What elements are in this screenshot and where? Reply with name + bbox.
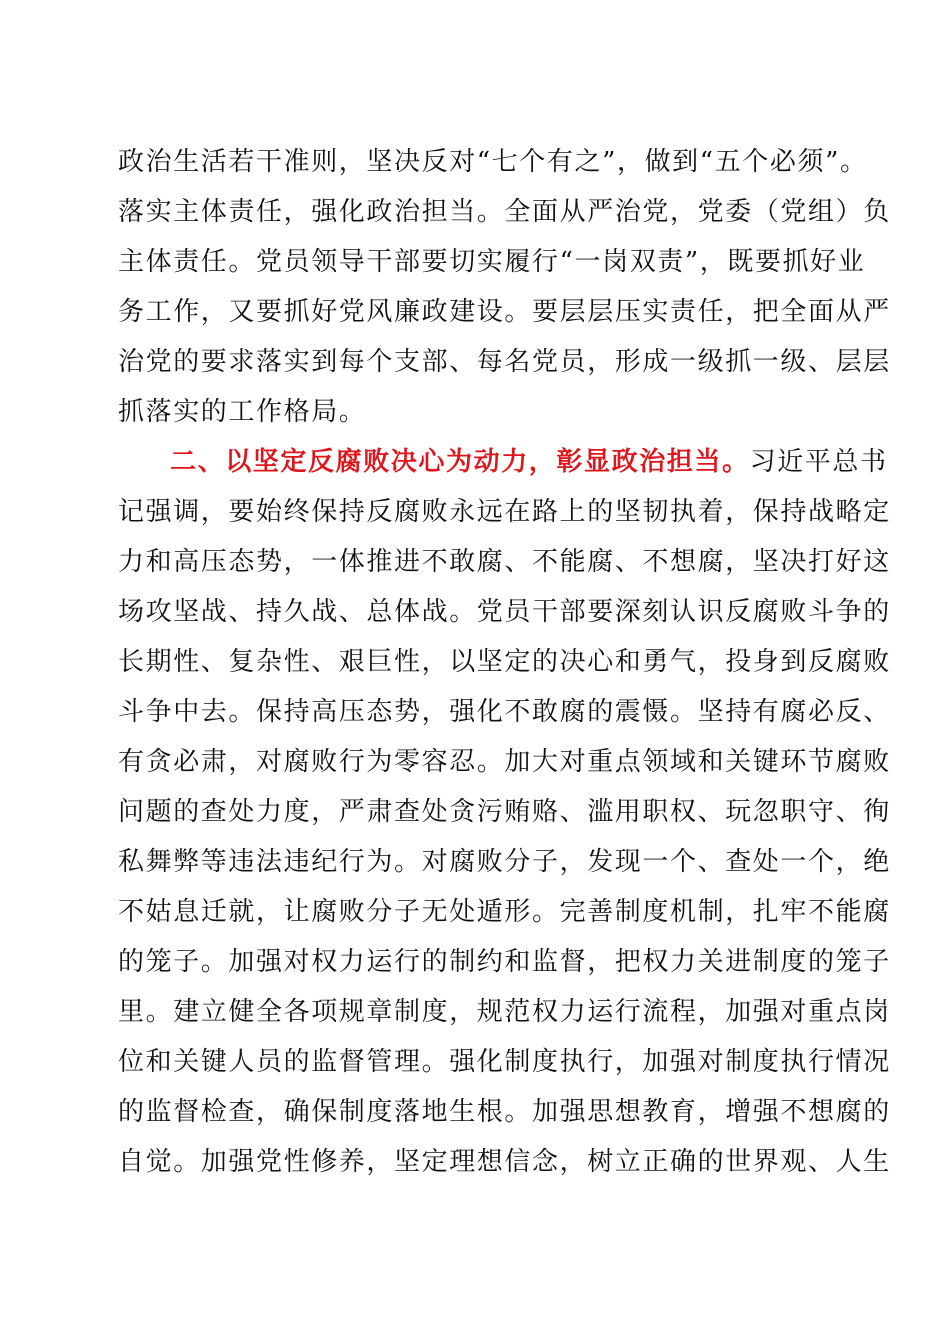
paragraph-line: 里。建立健全各项规章制度，规范权力运行流程，加强对重点岗 [118, 997, 891, 1027]
section-heading: 二、以坚定反腐败决心为动力，彰显政治担当。 [170, 447, 750, 477]
paragraph-line: 的监督检查，确保制度落地生根。加强思想教育，增强不想腐的 [118, 1097, 891, 1127]
paragraph-line: 问题的查处力度，严肃查处贪污贿赂、滥用职权、玩忽职守、徇 [118, 797, 891, 827]
paragraph-line: 治党的要求落实到每个支部、每名党员，形成一级抓一级、层层 [118, 347, 891, 377]
paragraph-line: 力和高压态势，一体推进不敢腐、不能腐、不想腐，坚决打好这 [118, 547, 891, 577]
paragraph-line: 抓落实的工作格局。 [118, 397, 367, 427]
paragraph-line: 自觉。加强党性修养，坚定理想信念，树立正确的世界观、人生 [118, 1147, 891, 1177]
paragraph-line: 记强调，要始终保持反腐败永远在路上的坚韧执着，保持战略定 [118, 497, 891, 527]
paragraph-line: 长期性、复杂性、艰巨性，以坚定的决心和勇气，投身到反腐败 [118, 647, 891, 677]
paragraph-line: 场攻坚战、持久战、总体战。党员干部要深刻认识反腐败斗争的 [118, 597, 891, 627]
paragraph-line: 政治生活若干准则，坚决反对“七个有之”，做到“五个必须”。 [118, 147, 868, 177]
paragraph-line: 位和关键人员的监督管理。强化制度执行，加强对制度执行情况 [118, 1047, 891, 1077]
paragraph-line: 斗争中去。保持高压态势，强化不敢腐的震慑。坚持有腐必反、 [118, 697, 891, 727]
paragraph-line: 不姑息迁就，让腐败分子无处遁形。完善制度机制，扎牢不能腐 [118, 897, 891, 927]
paragraph-line: 主体责任。党员领导干部要切实履行“一岗双责”，既要抓好业 [118, 247, 866, 277]
paragraph-line: 的笼子。加强对权力运行的制约和监督，把权力关进制度的笼子 [118, 947, 891, 977]
paragraph-line: 落实主体责任，强化政治担当。全面从严治党，党委（党组）负 [118, 197, 891, 227]
paragraph-line: 有贪必肃，对腐败行为零容忍。加大对重点领域和关键环节腐败 [118, 747, 891, 777]
section-heading-line [170, 446, 890, 478]
paragraph-line: 私舞弊等违法违纪行为。对腐败分子，发现一个、查处一个，绝 [118, 847, 891, 877]
section-heading-tail: 习近平总书 [749, 447, 888, 477]
paragraph-line: 务工作，又要抓好党风廉政建设。要层层压实责任，把全面从严 [118, 297, 891, 327]
